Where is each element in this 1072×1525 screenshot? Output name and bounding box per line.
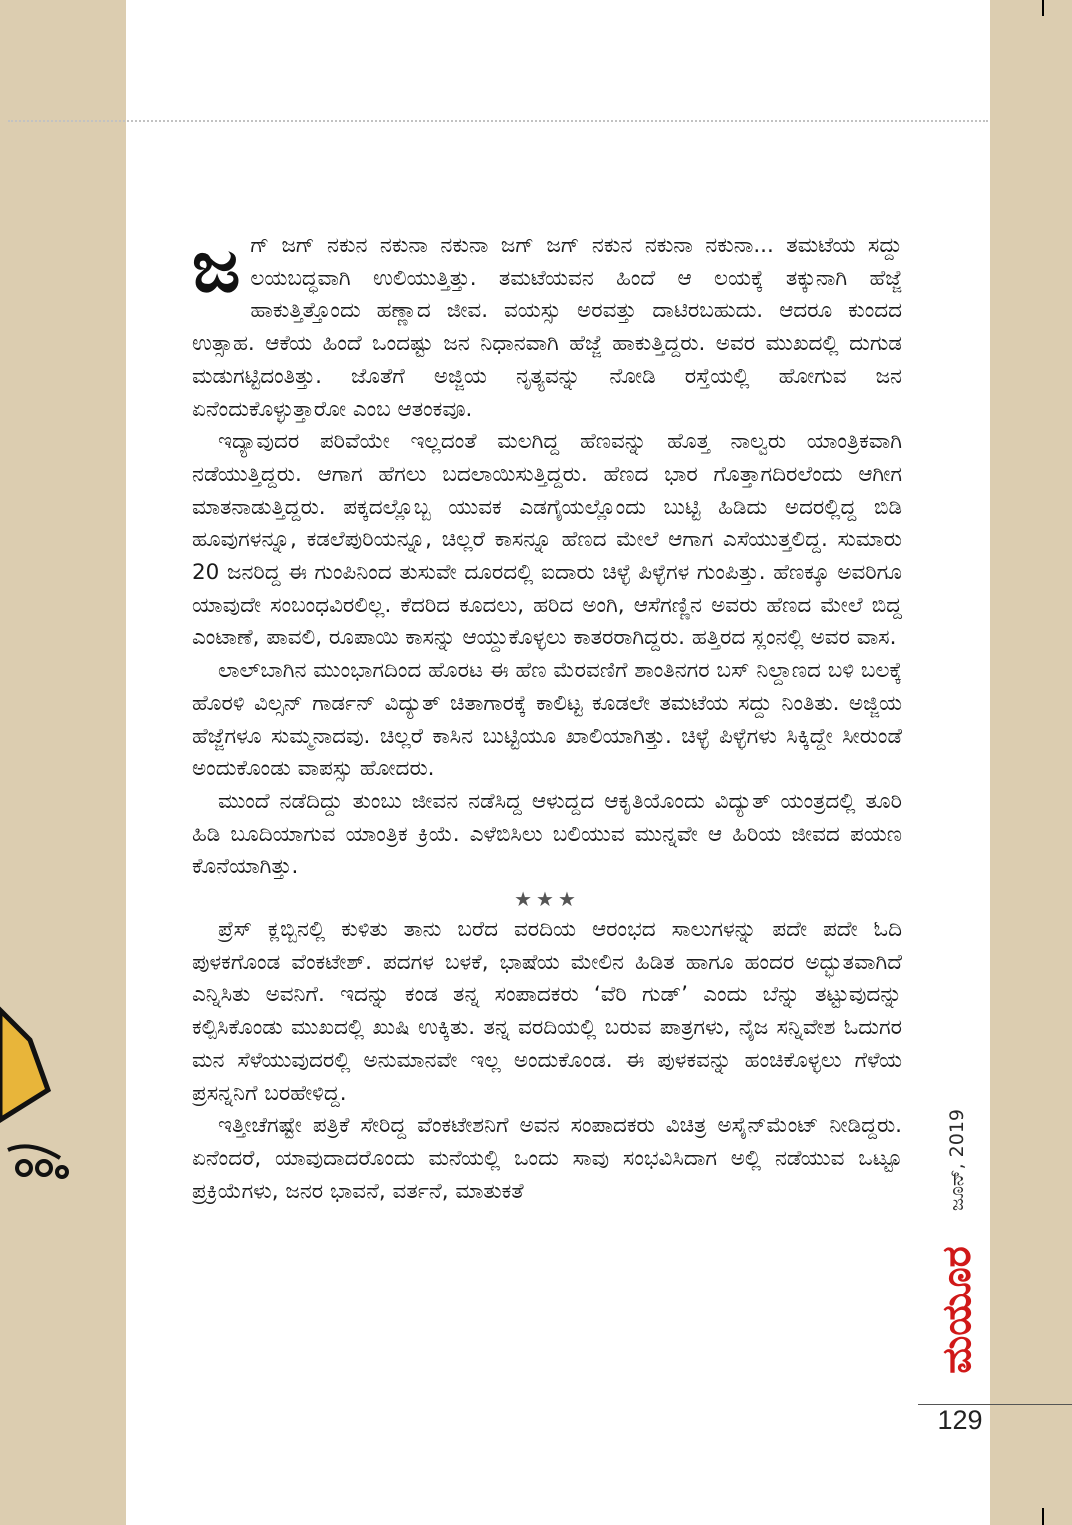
left-margin-band: [0, 0, 126, 1525]
article-paragraph: ಇತ್ತೀಚೆಗಷ್ಟೇ ಪತ್ರಿಕೆ ಸೇರಿದ್ದ ವೆಂಕಟೇಶನಿಗೆ ಅವನ ಸಂಪಾದಕರು ವಿಚಿತ್ರ ಅಸೈನ್‌ಮೆಂಟ್ ನೀಡಿದ್ದರು. ಏನೆಂದರೆ, ಯಾವುದಾದರೊಂದು ಮನೆಯಲ್ಲಿ ಒಂದು ಸಾವು ಸಂಭವಿಸಿದಾಗ ಅಲ್ಲಿ ನಡೆಯುವ ಒಟ್ಟೂ ಪ್ರಕ್ರಿಯೆಗಳು, ಜನರ ಭಾವನೆ, ವರ್ತನೆ, ಮಾತುಕತೆ: [192, 1113, 902, 1204]
crop-mark-bottom: [1042, 1508, 1044, 1525]
magazine-logo: ಮಯೂರ: [934, 1246, 980, 1374]
right-margin-band: [990, 0, 1072, 1525]
article-paragraph: ಮುಂದೆ ನಡೆದಿದ್ದು ತುಂಬು ಜೀವನ ನಡೆಸಿದ್ದ ಆಳುದ್ದದ ಆಕೃತಿಯೊಂದು ವಿದ್ಯುತ್ ಯಂತ್ರದಲ್ಲಿ ತೂರಿ ಹಿಡಿ ಬೂದಿಯಾಗುವ ಯಾಂತ್ರಿಕ ಕ್ರಿಯೆ. ಎಳೆಬಿಸಿಲು ಬಲಿಯುವ ಮುನ್ನವೇ ಆ ಹಿರಿಯ ಜೀವದ ಪಯಣ ಕೊನೆಯಾಗಿತ್ತು.: [192, 788, 902, 880]
article-paragraph: ಪ್ರೆಸ್ ಕ್ಲಬ್ಬಿನಲ್ಲಿ ಕುಳಿತು ತಾನು ಬರೆದ ವರದಿಯ ಆರಂಭದ ಸಾಲುಗಳನ್ನು ಪದೇ ಪದೇ ಓದಿ ಪುಳಕಗೊಂಡ ವೆಂಕಟೇಶ್. ಪದಗಳ ಬಳಕೆ, ಭಾಷೆಯ ಮೇಲಿನ ಹಿಡಿತ ಹಾಗೂ ಹಂದರ ಅದ್ಭುತವಾಗಿದೆ ಎನ್ನಿಸಿತು ಅವನಿಗೆ. ಇದನ್ನು ಕಂಡ ತನ್ನ ಸಂಪಾದಕರು ‘ವೆರಿ ಗುಡ್’ ಎಂದು ಬೆನ್ನು ತಟ್ಟುವುದನ್ನು ಕಲ್ಪಿಸಿಕೊಂಡು ಮುಖದಲ್ಲಿ ಖುಷಿ ಉಕ್ಕಿತು. ತನ್ನ ವರದಿಯಲ್ಲಿ ಬರುವ ಪಾತ್ರಗಳು, ನೈಜ ಸನ್ನಿವೇಶ ಓದುಗರ ಮನ ಸೆಳೆಯುವುದರಲ್ಲಿ ಅನುಮಾನವೇ ಇಲ್ಲ ಅಂದುಕೊಂಡ. ಈ ಪುಳಕವನ್ನು ಹಂಚಿಕೊಳ್ಳಲು ಗೆಳೆಯ ಪ್ರಸನ್ನನಿಗೆ ಬರಹೇಳಿದ್ದ.: [192, 917, 902, 1106]
article-paragraph: ಇದ್ಯಾವುದರ ಪರಿವೆಯೇ ಇಲ್ಲದಂತೆ ಮಲಗಿದ್ದ ಹೆಣವನ್ನು ಹೊತ್ತ ನಾಲ್ವರು ಯಾಂತ್ರಿಕವಾಗಿ ನಡೆಯುತ್ತಿದ್ದರು. ಆಗಾಗ ಹೆಗಲು ಬದಲಾಯಿಸುತ್ತಿದ್ದರು. ಹೆಣದ ಭಾರ ಗೊತ್ತಾಗದಿರಲೆಂದು ಆಗೀಗ ಮಾತನಾಡುತ್ತಿದ್ದರು. ಪಕ್ಕದಲ್ಲೊಬ್ಬ ಯುವಕ ಎಡಗೈಯಲ್ಲೊಂದು ಬುಟ್ಟಿ ಹಿಡಿದು ಅದರಲ್ಲಿದ್ದ ಬಿಡಿ ಹೂವುಗಳನ್ನೂ, ಕಡಲೆಪುರಿಯನ್ನೂ, ಚಿಲ್ಲರೆ ಕಾಸನ್ನೂ ಹೆಣದ ಮೇಲೆ ಆಗಾಗ ಎಸೆಯುತ್ತಲಿದ್ದ. ಸುಮಾರು 20 ಜನರಿದ್ದ ಈ ಗುಂಪಿನಿಂದ ತುಸುವೇ ದೂರದಲ್ಲಿ ಐದಾರು ಚಿಳ್ಳೆ ಪಿಳ್ಳೆಗಳ ಗುಂಪಿತ್ತು. ಹೆಣಕ್ಕೂ ಅವರಿಗೂ ಯಾವುದೇ ಸಂಬಂಧವಿರಲಿಲ್ಲ. ಕೆದರಿದ ಕೂದಲು, ಹರಿದ ಅಂಗಿ, ಆಸೆಗಣ್ಣಿನ ಅವರು ಹೆಣದ ಮೇಲೆ ಬಿದ್ದ ಎಂಟಾಣೆ, ಪಾವಲಿ, ರೂಪಾಯಿ ಕಾಸನ್ನು ಆಯ್ದುಕೊಳ್ಳಲು ಕಾತರರಾಗಿದ್ದರು. ಹತ್ತಿರದ ಸ್ಲಂನಲ್ಲಿ ಅವರ ವಾಸ.: [192, 429, 902, 651]
article-paragraph: ಲಾಲ್‌ಬಾಗಿನ ಮುಂಭಾಗದಿಂದ ಹೊರಟ ಈ ಹೆಣ ಮೆರವಣಿಗೆ ಶಾಂತಿನಗರ ಬಸ್ ನಿಲ್ದಾಣದ ಬಳಿ ಬಲಕ್ಕೆ ಹೊರಳಿ ವಿಲ್ಸನ್ ಗಾರ್ಡನ್ ವಿದ್ಯುತ್ ಚಿತಾಗಾರಕ್ಕೆ ಕಾಲಿಟ್ಟ ಕೂಡಲೇ ತಮಟೆಯ ಸದ್ದು ನಿಂತಿತು. ಅಜ್ಜಿಯ ಹೆಜ್ಜೆಗಳೂ ಸುಮ್ಮನಾದವು. ಚಿಲ್ಲರೆ ಕಾಸಿನ ಬುಟ್ಟಿಯೂ ಖಾಲಿಯಾಗಿತ್ತು. ಚಿಳ್ಳೆ ಪಿಳ್ಳೆಗಳು ಸಿಕ್ಕಿದ್ದೇ ಸೀರುಂಡೆ ಅಂದುಕೊಂಡು ವಾಪಸ್ಸು ಹೋದರು.: [192, 658, 902, 782]
drop-cap: ಜ: [192, 224, 241, 308]
article-paragraph: [192, 224, 902, 426]
paragraph-text: ಗ್ ಜಗ್ ನಕುನ ನಕುನಾ ನಕುನಾ ಜಗ್ ಜಗ್ ನಕುನ ನಕುನಾ ನಕುನಾ... ತಮಟೆಯ ಸದ್ದು ಲಯಬದ್ಧವಾಗಿ ಉಲಿಯುತ್ತಿತ್ತು. ತಮಟೆಯವನ ಹಿಂದೆ ಆ ಲಯಕ್ಕೆ ತಕ್ಕುನಾಗಿ ಹೆಜ್ಜೆ ಹಾಕುತ್ತಿತ್ತೊಂದು ಹಣ್ಣಾದ ಜೀವ. ವಯಸ್ಸು ಅರವತ್ತು ದಾಟಿರಬಹುದು. ಆದರೂ ಕುಂದದ ಉತ್ಸಾಹ. ಆಕೆಯ ಹಿಂದೆ ಒಂದಷ್ಟು ಜನ ನಿಧಾನವಾಗಿ ಹೆಜ್ಜೆ ಹಾಕುತ್ತಿದ್ದರು. ಅವರ ಮುಖದಲ್ಲಿ ದುಗುಡ ಮಡುಗಟ್ಟಿದಂತಿತ್ತು. ಜೊತೆಗೆ ಅಜ್ಜಿಯ ನೃತ್ಯವನ್ನು ನೋಡಿ ರಸ್ತೆಯಲ್ಲಿ ಹೋಗುವ ಜನ ಏನೆಂದುಕೊಳ್ಳುತ್ತಾರೋ ಎಂಬ ಆತಂಕವೂ.: [192, 233, 902, 422]
section-separator: ★★★: [514, 887, 580, 912]
article-body: [192, 224, 902, 1208]
cartoon-illustration: [0, 1000, 110, 1200]
dotted-divider: [8, 120, 988, 122]
page-number: 129: [937, 1405, 983, 1435]
issue-date: ಜೂನ್, 2019: [946, 1108, 968, 1212]
crop-mark-top: [1042, 0, 1044, 16]
